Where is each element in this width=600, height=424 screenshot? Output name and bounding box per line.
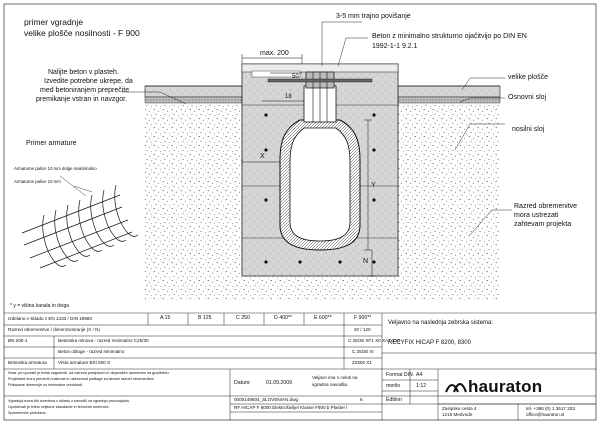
row5-b: Vrsta armature BSt 500 S — [58, 360, 111, 365]
planning-3: Spremembe pridržane. — [8, 411, 47, 415]
load-class-f900: F 900** — [354, 315, 372, 321]
email: office@hauraton.si — [526, 412, 565, 417]
base-layer-left — [145, 97, 242, 103]
product-name: RECYFIX HICAP F 8200, 8300 — [388, 340, 471, 346]
note-concrete-1: Naliјte beton v plasteh. — [48, 69, 119, 76]
locking-bar — [268, 79, 372, 82]
address-2: 1215 Medvode — [442, 412, 473, 417]
row3-b: Betonska osnova - razred minimalno C25/30 — [58, 338, 149, 343]
validity-2: vgradna navodila. — [312, 382, 349, 387]
disclaimer-2: Projektant mora preveriti nosilnost in ustreznost podlage za izbrani razred obremenitve. — [8, 377, 155, 381]
hauraton-logo-mark — [446, 384, 466, 392]
load-class-b125: B 125 — [198, 315, 212, 321]
dim-y: Y — [371, 182, 376, 189]
note-concrete-2: Izvedite potrebne ukrepe, da — [44, 78, 133, 85]
row5-c: Z2500 X1 — [352, 360, 372, 365]
load-class-2: mora ustrezati — [514, 212, 559, 219]
rebar-label-1: Armaturne palice 10 mm dolge maksimalno — [14, 166, 97, 171]
dim-n: N — [363, 258, 369, 265]
edition-label: Edition — [386, 397, 402, 403]
format-label: Format DIN — [386, 372, 413, 378]
row3-a: BN 200-1 — [8, 338, 28, 343]
load-class-3: zahtevam projekta — [514, 221, 572, 228]
drawing-number: 0000149604_SLOVENIAN.dwg — [234, 397, 299, 402]
dim-max-200: max. 200 — [260, 50, 289, 57]
top-recess-label: 3-5 mm trajno povišanje — [336, 13, 411, 20]
channel-body-inner — [290, 128, 350, 241]
dim-18: 18 — [285, 94, 292, 100]
note-concrete-3: med betoniranjem preprečite — [40, 87, 130, 94]
row2-val: 20 / 120 — [354, 327, 371, 332]
bearing-layer-soil — [145, 100, 242, 300]
planning-2: Upoštevati je treba veljavne standarde in tehnične smernice. — [8, 405, 110, 409]
row4-b: Beton obloge - razred minimalno — [58, 349, 125, 354]
load-class-a15: A 15 — [160, 315, 171, 321]
concrete-spec-2: 1992-1-1 9.2.1 — [372, 43, 418, 50]
validity-note: Veljavno na naslednja zebrska sistema: — [388, 320, 494, 326]
base-layer-bottom — [242, 276, 398, 300]
row3-c: C 25/30 XF1 X0 XA1 X20 — [348, 338, 401, 343]
row5-a: Betonska armatura — [8, 360, 47, 365]
address-1: Zasipske cesta 4 — [442, 406, 477, 411]
scale-value: 1:12 — [416, 383, 427, 389]
bearing-layer-soil-right — [398, 100, 500, 300]
legend-slabs: velike plošče — [508, 74, 549, 81]
reinforcement-title: Primer armature — [26, 140, 77, 147]
reinforcement-cage-sketch — [22, 176, 138, 268]
brand-name: hauraton — [468, 377, 543, 396]
dim-x: X — [260, 153, 265, 160]
row2-left: Razred obremenitve / dimenzioniranje (X / N) — [8, 327, 100, 332]
row4-c: C 25/30 XI — [352, 349, 374, 354]
load-class-c250: C 250 — [236, 315, 250, 321]
load-class-d400: D 400** — [274, 315, 292, 321]
concrete-spec-1: Beton z minimalno strukturno ojačitvijo po DIN EN — [372, 33, 527, 40]
rebar-label-2: Armaturne palice 10 mm — [14, 179, 61, 184]
note-concrete-4: premikanje vstran in navzgor. — [36, 96, 128, 103]
drawing-caption: RF HICAP F 8000 Elektrošiviljel Klasse F900 b Plaster l — [234, 405, 348, 410]
load-class-1: Razred obremenitve — [514, 203, 578, 210]
legend-bearing: nosilni sloj — [512, 126, 545, 133]
depth-note: * y = višina kanala in dvigа — [10, 303, 70, 309]
telephone: tel. +386 (0) 1 3617 333 — [526, 406, 575, 411]
load-class-e600: E 600** — [314, 315, 332, 321]
disclaimer-3: Prikazane dimenzije so minimalne vrednosti. — [8, 383, 83, 387]
title-line-2: velike plošče nosilnosti - F 900 — [24, 28, 140, 38]
legend-base: Osnovni sloj — [508, 94, 547, 101]
disclaimer-1: Nota: pri uporabi je treba zagotoviti, da ustreza predpisom in dejanskim razmeram na gradbišču. — [8, 371, 170, 375]
format-value: A4 — [416, 372, 423, 378]
scale-label: merilo — [386, 383, 401, 389]
date-value: 01.09.2009 — [266, 380, 292, 386]
validity-1: Veljavo ima v celoti na — [312, 375, 358, 380]
planning-1: Vgradnja mora biti izvedena v skladu z navodili za vgradnjo proizvajalca. — [8, 399, 130, 403]
date-label: Datum: — [234, 380, 251, 386]
drawing-suffix: 6 — [360, 397, 363, 402]
slab-left — [145, 86, 242, 97]
standard-line: Izdelano v skladu z EN 1433 / DIN 19580 — [8, 316, 93, 321]
title-line-1: primer vgradnje — [24, 17, 84, 27]
slab-right — [398, 86, 500, 97]
dim-50: 50 — [292, 74, 299, 80]
